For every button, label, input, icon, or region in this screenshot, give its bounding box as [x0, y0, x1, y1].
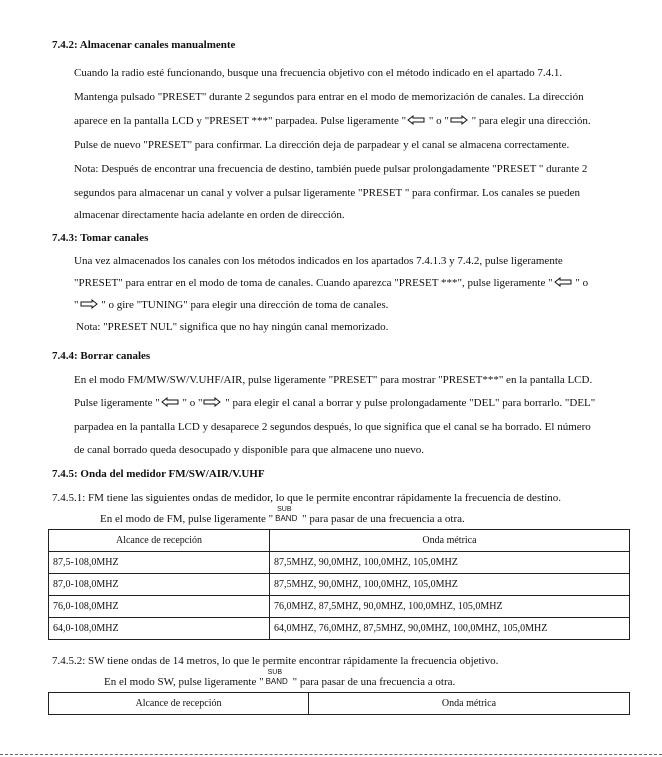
range-cell: 87,5-108,0MHZ	[49, 552, 270, 574]
col-wave-header: Onda métrica	[309, 693, 630, 715]
col-wave-header: Onda métrica	[270, 530, 630, 552]
range-cell: 64,0-108,0MHZ	[49, 618, 270, 640]
table-header-row	[49, 530, 630, 552]
sub-band-key-icon: SUB BAND	[275, 506, 298, 523]
sw-intro: 7.4.5.2: SW tiene ondas de 14 metros, lo que le permite encontrar rápidamente la frecuencia objetivo.	[52, 655, 499, 667]
section-744-title: 7.4.4: Borrar canales	[52, 350, 151, 362]
s743-line-1: Una vez almacenados los canales con los métodos indicados en los apartados 7.4.1.3 y 7.4.2, pulse ligeramente	[74, 255, 563, 267]
range-cell: 87,0-108,0MHZ	[49, 574, 270, 596]
left-arrow-icon	[407, 115, 425, 125]
section-745-title: 7.4.5: Onda del medidor FM/SW/AIR/V.UHF	[52, 468, 265, 480]
s742-line-4: Pulse de nuevo "PRESET" para confirmar. La dirección deja de parpadear y el canal se almacena correctamente.	[74, 139, 570, 151]
wave-cell: 87,5MHZ, 90,0MHZ, 100,0MHZ, 105,0MHZ	[270, 552, 630, 574]
s742-line-1: Cuando la radio esté funcionando, busque una frecuencia objetivo con el método indicado en el apartado 7.4.1.	[74, 67, 563, 79]
right-arrow-icon	[203, 397, 221, 407]
table-row	[49, 596, 630, 618]
fm-mode-line: En el modo de FM, pulse ligeramente " SUB BAND " para pasar de una frecuencia a otra.	[100, 506, 465, 525]
s742-line-5: Nota: Después de encontrar una frecuencia de destino, también puede pulsar prolongadamente "PRESET " durante 2	[74, 163, 588, 175]
col-range-header: Alcance de recepción	[49, 530, 270, 552]
table-row	[49, 618, 630, 640]
fm-intro: 7.4.5.1: FM tiene las siguientes ondas de medidor, lo que le permite encontrar rápidamente la frecuencia de destino.	[52, 492, 562, 504]
section-743-title: 7.4.3: Tomar canales	[52, 232, 149, 244]
s744-line-2: Pulse ligeramente " " o " " para elegir el canal a borrar y pulse prolongadamente "DEL" para borrarlo. "DEL"	[74, 397, 596, 409]
table-row	[49, 574, 630, 596]
sw-mode-line: En el modo SW, pulse ligeramente " SUB BAND " para pasar de una frecuencia a otra.	[104, 669, 456, 688]
left-arrow-icon	[554, 277, 572, 287]
sw-table	[48, 692, 630, 715]
s743-note: Nota: "PRESET NUL" significa que no hay ningún canal memorizado.	[76, 321, 389, 333]
s742-line-7: almacenar directamente hacia adelante en orden de dirección.	[74, 209, 345, 221]
section-742-title: 7.4.2: Almacenar canales manualmente	[52, 39, 236, 51]
sub-band-key-icon: SUB BAND	[265, 669, 288, 686]
s744-line-4: de canal borrado queda desocupado y disponible para que almacene uno nuevo.	[74, 444, 425, 456]
left-arrow-icon	[161, 397, 179, 407]
s742-line-3: aparece en la pantalla LCD y "PRESET ***" parpadea. Pulse ligeramente " " o " " para elegir una dirección.	[74, 115, 591, 127]
s743-line-2: "PRESET" para entrar en el modo de toma de canales. Cuando aparezca "PRESET ***", pulse ligeramente " " o	[74, 277, 589, 289]
wave-cell: 76,0MHZ, 87,5MHZ, 90,0MHZ, 100,0MHZ, 105,0MHZ	[270, 596, 630, 618]
table-row	[49, 552, 630, 574]
right-arrow-icon	[450, 115, 468, 125]
s744-line-3: parpadea en la pantalla LCD y desaparece 2 segundos después, lo que significa que el canal se ha borrado. El número	[74, 421, 591, 433]
page-bottom-divider	[0, 754, 662, 755]
s742-line-6: segundos para almacenar un canal y volver a pulsar ligeramente "PRESET " para confirmar. Los canales se pueden	[74, 187, 581, 199]
s742-line-2: Mantenga pulsado "PRESET" durante 2 segundos para entrar en el modo de memorización de canales. La dirección	[74, 91, 584, 103]
s744-line-1: En el modo FM/MW/SW/V.UHF/AIR, pulse ligeramente "PRESET" para mostrar "PRESET***" en la pantalla LCD.	[74, 374, 593, 386]
table-header-row	[49, 693, 630, 715]
wave-cell: 87,5MHZ, 90,0MHZ, 100,0MHZ, 105,0MHZ	[270, 574, 630, 596]
range-cell: 76,0-108,0MHZ	[49, 596, 270, 618]
wave-cell: 64,0MHZ, 76,0MHZ, 87,5MHZ, 90,0MHZ, 100,0MHZ, 105,0MHZ	[270, 618, 630, 640]
col-range-header: Alcance de recepción	[49, 693, 309, 715]
s743-line-3: " " o gire "TUNING" para elegir una dirección de toma de canales.	[74, 299, 389, 311]
fm-table	[48, 529, 630, 640]
right-arrow-icon	[80, 299, 98, 309]
